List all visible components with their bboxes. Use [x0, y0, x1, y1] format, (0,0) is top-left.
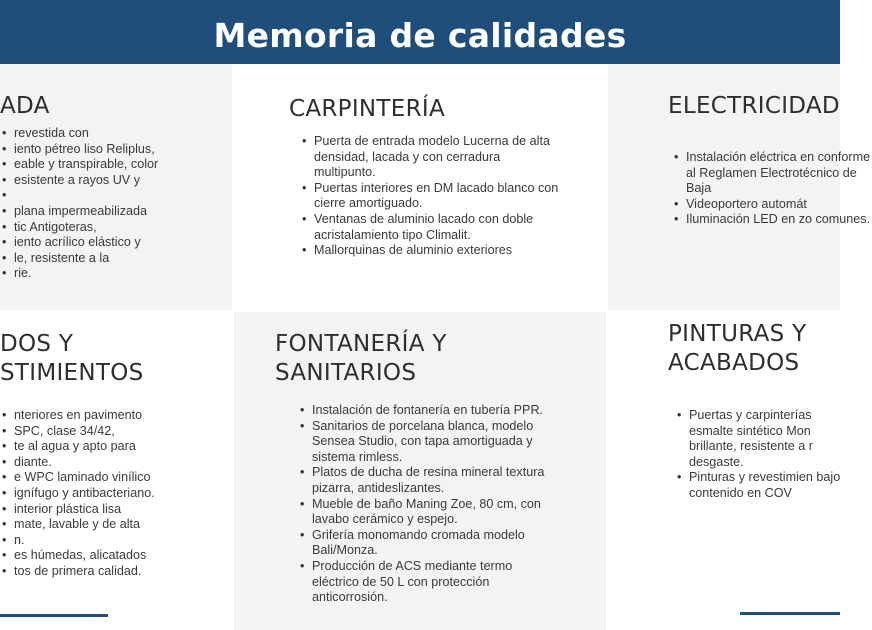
- title-line: STIMIENTOS: [0, 360, 144, 386]
- list-item: • eable y transpirable, color: [0, 157, 232, 173]
- title-line: ACABADOS: [668, 350, 800, 376]
- list-item: • Videoportero automát: [672, 197, 872, 213]
- list-item: • nteriores en pavimento: [0, 408, 232, 424]
- list-item: • Mueble de baño Maning Zoe, 80 cm, con lavabo cerámico y espejo.: [298, 497, 560, 528]
- card-fontaneria: [234, 312, 606, 630]
- list-item: • Producción de ACS mediante termo eléctrico de 50 L con protección anticorrosión.: [298, 559, 560, 606]
- card-title-carpinteria: CARPINTERÍA: [289, 96, 446, 122]
- card-carpinteria: [234, 64, 606, 310]
- list-item: • Instalación eléctrica en conforme al Reglamen Electrotécnico de Baja: [672, 150, 872, 197]
- list-item: • Grifería monomando cromada modelo Bali/Monza.: [298, 528, 560, 559]
- list-item: • Puerta de entrada modelo Lucerna de alta densidad, lacada y con cerradura multipunto.: [300, 134, 560, 181]
- card-list-fontaneria: [298, 403, 560, 606]
- list-item: • iento pétreo liso Reliplus,: [0, 142, 232, 158]
- card-list-solados: [0, 408, 232, 580]
- list-item: • Sanitarios de porcelana blanca, modelo Sensea Studio, con tapa amortiguada y sistema rimless.: [298, 419, 560, 466]
- list-item: • iento acrílico elástico y: [0, 235, 232, 251]
- list-item: • interior plástica lisa: [0, 502, 232, 518]
- list-item: • ignífugo y antibacteriano.: [0, 486, 232, 502]
- card-title-electricidad: ELECTRICIDAD: [668, 93, 840, 119]
- list-item: [0, 188, 232, 204]
- list-item: • te al agua y apto para: [0, 439, 232, 455]
- list-item: • Pinturas y revestimien bajo contenido en COV: [675, 470, 855, 501]
- list-item: • diante.: [0, 455, 232, 471]
- card-title-solados: [0, 330, 144, 388]
- list-item: • Puertas y carpinterías esmalte sintético Mon brillante, resistente a r desgaste.: [675, 408, 855, 470]
- list-item: • es húmedas, alicatados: [0, 548, 232, 564]
- list-item: • Platos de ducha de resina mineral textura pizarra, antideslizantes.: [298, 465, 560, 496]
- list-item: • rie.: [0, 266, 232, 282]
- card-title-pinturas: [668, 320, 806, 378]
- header-bar: [0, 0, 840, 64]
- card-solados: [0, 312, 232, 630]
- card-title-fachada: ADA: [0, 93, 50, 119]
- title-line: DOS Y: [0, 331, 74, 357]
- list-item: • Mallorquinas de aluminio exteriores: [300, 243, 560, 259]
- list-item: • esistente a rayos UV y: [0, 173, 232, 189]
- list-item: • n.: [0, 533, 232, 549]
- card-fachada: [0, 64, 232, 310]
- card-pinturas: [608, 312, 840, 630]
- list-item: • SPC, clase 34/42,: [0, 424, 232, 440]
- list-item: • Instalación de fontanería en tubería PPR.: [298, 403, 560, 419]
- card-electricidad: [608, 64, 871, 310]
- card-list-carpinteria: [300, 134, 560, 259]
- list-item: • plana impermeabilizada: [0, 204, 232, 220]
- card-list-electricidad: [672, 150, 872, 228]
- list-item: • tic Antigoteras,: [0, 220, 232, 236]
- title-line: PINTURAS Y: [668, 321, 807, 347]
- card-title-fontaneria: [275, 330, 447, 388]
- list-item: • Puertas interiores en DM lacado blanco con cierre amortiguado.: [300, 181, 560, 212]
- title-line: FONTANERÍA Y: [275, 331, 447, 357]
- list-item: • Ventanas de aluminio lacado con doble acristalamiento tipo Climalit.: [300, 212, 560, 243]
- list-item: • e WPC laminado vinílico: [0, 470, 232, 486]
- list-item: • le, resistente a la: [0, 251, 232, 267]
- page-title: Memoria de calidades: [213, 15, 627, 55]
- accent-rule: [0, 614, 108, 617]
- card-list-fachada: [0, 126, 232, 282]
- accent-rule: [740, 612, 840, 615]
- list-item: • revestida con: [0, 126, 232, 142]
- list-item: • tos de primera calidad.: [0, 564, 232, 580]
- list-item: • mate, lavable y de alta: [0, 517, 232, 533]
- list-item: • Iluminación LED en zo comunes.: [672, 212, 872, 228]
- card-list-pinturas: [675, 408, 855, 502]
- title-line: SANITARIOS: [275, 360, 417, 386]
